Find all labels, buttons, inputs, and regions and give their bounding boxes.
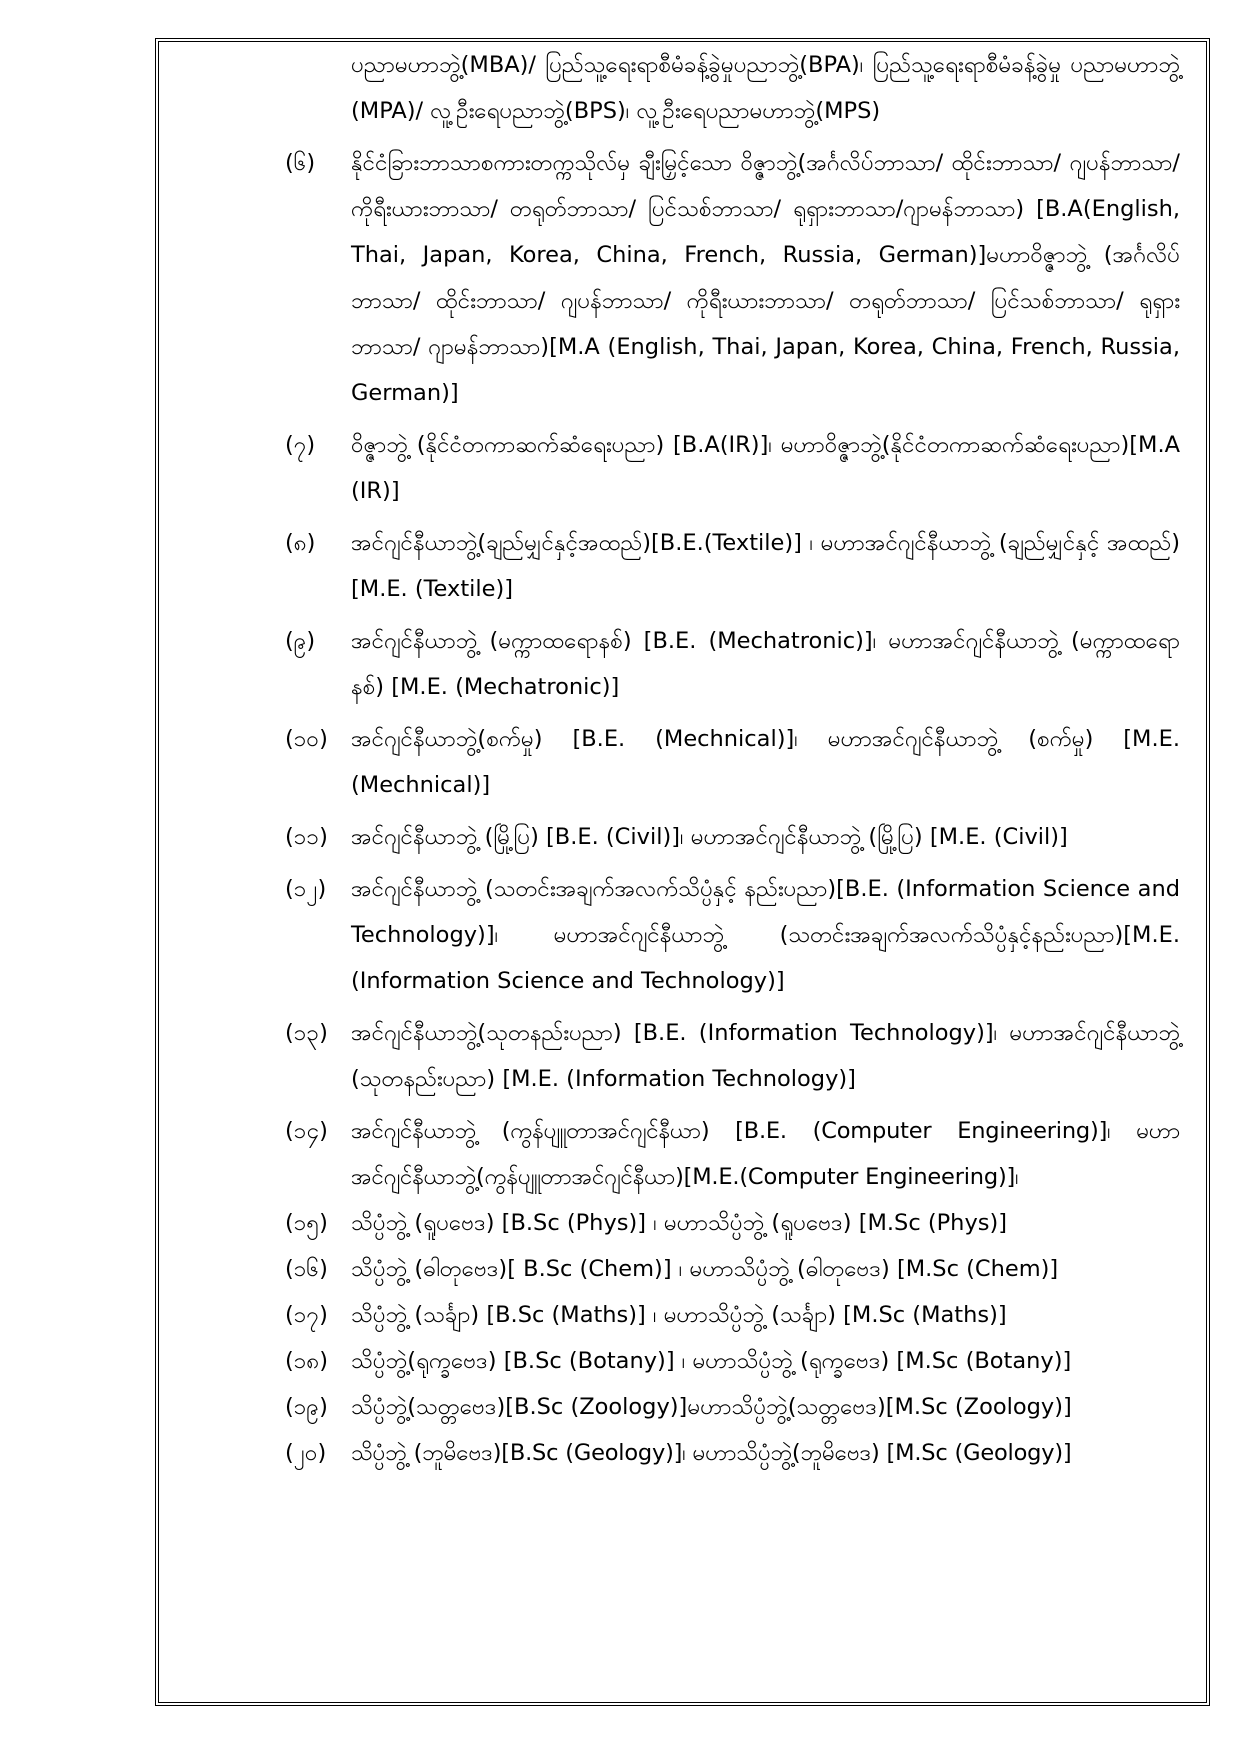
item-text: သိပ္ပံဘွဲ့(သတ္တဗေဒ)[B.Sc (Zoology)]မဟာသိပ္ပံဘွဲ့(သတ္တဗေဒ)[M.Sc (Zoology)]: [351, 1394, 1072, 1420]
item-number: (၁၅): [285, 1210, 328, 1236]
item-text: အင်ဂျင်နီယာဘွဲ့ (မြို့ပြ) [B.E. (Civil)]၊ မဟာအင်ဂျင်နီယာဘွဲ့ (မြို့ပြ) [M.E. (Civil)]: [351, 824, 1068, 850]
item-text: အင်ဂျင်နီယာဘွဲ့ (ကွန်ပျူတာအင်ဂျင်နီယာ) [B.E. (Computer Engineering)]၊ မဟာအင်ဂျင်နီယာဘွဲ့(ကွန်ပျူတာအင်ဂျင်နီယာ)[M.E.(Computer Engineering)]၊: [351, 1118, 1180, 1190]
item-number: (၈): [285, 530, 316, 556]
item-text: သိပ္ပံဘွဲ့ (ဓါတုဗေဒ)[ B.Sc (Chem)] ၊ မဟာသိပ္ပံဘွဲ့ (ဓါတုဗေဒ) [M.Sc (Chem)]: [351, 1256, 1059, 1282]
item-number: (၉): [285, 628, 316, 654]
list-item: [285, 1010, 1180, 1102]
item-number: (၂၀): [285, 1440, 327, 1466]
list-item: [285, 1338, 1180, 1384]
item-number: (၁၉): [285, 1394, 328, 1420]
item-text: သိပ္ပံဘွဲ့(ရုက္ခဗေဒ) [B.Sc (Botany)] ၊ မဟာသိပ္ပံဘွဲ့ (ရုက္ခဗေဒ) [M.Sc (Botany)]: [351, 1348, 1072, 1374]
item-text: အင်ဂျင်နီယာဘွဲ့(စက်မှု) [B.E. (Mechnical)]၊ မဟာအင်ဂျင်နီယာဘွဲ့ (စက်မှု) [M.E.(Mechnical)]: [351, 726, 1180, 798]
list-item: [285, 618, 1180, 710]
list-item: [285, 140, 1180, 416]
item-text: အင်ဂျင်နီယာဘွဲ့ (မက္ကာထရောနစ်) [B.E. (Mechatronic)]၊ မဟာအင်ဂျင်နီယာဘွဲ့ (မက္ကာထရောနစ်) [M.E. (Mechatronic)]: [351, 628, 1180, 700]
list-item: [285, 422, 1180, 514]
list-item: [285, 1246, 1180, 1292]
item-text: ဝိဇ္ဇာဘွဲ့ (နိုင်ငံတကာဆက်ဆံရေးပညာ) [B.A(IR)]၊ မဟာဝိဇ္ဇာဘွဲ့(နိုင်ငံတကာဆက်ဆံရေးပညာ)[M.A (IR)]: [351, 432, 1180, 504]
item-number: (၁၆): [285, 1256, 328, 1282]
item-number: (၁၂): [285, 876, 327, 902]
item-number: (၁၀): [285, 726, 328, 752]
list-item: [285, 1430, 1180, 1476]
list-item: [285, 520, 1180, 612]
list-item: [285, 814, 1180, 860]
item-number: (၁၈): [285, 1348, 329, 1374]
list-item: [285, 1108, 1180, 1200]
item-number: (၁၃): [285, 1020, 328, 1046]
intro-paragraph: ပညာမဟာဘွဲ့(MBA)/ ပြည်သူ့ရေးရာစီမံခန့်ခွဲမှုပညာဘွဲ့(BPA)၊ ပြည်သူ့ရေးရာစီမံခန့်ခွဲမှု ပညာမဟာဘွဲ့ (MPA)/ လူ့ဦးရေပညာဘွဲ့(BPS)၊ လူ့ဦးရေပညာမဟာဘွဲ့(MPS): [351, 52, 1180, 124]
item-text: သိပ္ပံဘွဲ့ (ရူပဗေဒ) [B.Sc (Phys)] ၊ မဟာသိပ္ပံဘွဲ့ (ရူပဗေဒ) [M.Sc (Phys)]: [351, 1210, 1008, 1236]
item-number: (၁၄): [285, 1118, 328, 1144]
list-item: [285, 866, 1180, 1004]
item-text: အင်ဂျင်နီယာဘွဲ့ (သတင်းအချက်အလက်သိပ္ပံနှင့် နည်းပညာ)[B.E. (Information Science and Technology)]၊ မဟာအင်ဂျင်နီယာဘွဲ့ (သတင်းအချက်အလက်သိပ္ပံနှင့်နည်းပညာ)[M.E. (Information Science and Technology)]: [351, 876, 1180, 994]
item-text: အင်ဂျင်နီယာဘွဲ့(သုတနည်းပညာ) [B.E. (Information Technology)]၊ မဟာအင်ဂျင်နီယာဘွဲ့ (သုတနည်းပညာ) [M.E. (Information Technology)]: [351, 1020, 1180, 1092]
list-item: [285, 1384, 1180, 1430]
list-item: [285, 1292, 1180, 1338]
item-text: သိပ္ပံဘွဲ့ (သင်္ချာ) [B.Sc (Maths)] ၊ မဟာသိပ္ပံဘွဲ့ (သင်္ချာ) [M.Sc (Maths)]: [351, 1302, 1007, 1328]
item-text: နိုင်ငံခြားဘာသာစကားတက္ကသိုလ်မှ ချီးမြှင့်သော ဝိဇ္ဇာဘွဲ့(အင်္ဂလိပ်ဘာသာ/ ထိုင်းဘာသာ/ ဂျပန်ဘာသာ/ ကိုရီးယားဘာသာ/ တရုတ်ဘာသာ/ ပြင်သစ်ဘာသာ/ ရုရှားဘာသာ/ဂျာမန်ဘာသာ) [B.A(English, Thai, Japan, Korea, China, French, Russia, German)]မဟာဝိဇ္ဇာဘွဲ့ (အင်္ဂလိပ်ဘာသာ/ ထိုင်းဘာသာ/ ဂျပန်ဘာသာ/ ကိုရီးယားဘာသာ/ တရုတ်ဘာသာ/ ပြင်သစ်ဘာသာ/ ရုရှားဘာသာ/ ဂျာမန်ဘာသာ)[M.A (English, Thai, Japan, Korea, China, French, Russia, German)]: [351, 150, 1180, 406]
item-text: သိပ္ပံဘွဲ့ (ဘူမိဗေဒ)[B.Sc (Geology)]၊ မဟာသိပ္ပံဘွဲ့(ဘူမိဗေဒ) [M.Sc (Geology)]: [351, 1440, 1072, 1466]
item-number: (၁၁): [285, 824, 328, 850]
document-body: [285, 42, 1180, 1476]
item-number: (၁၇): [285, 1302, 328, 1328]
item-number: (၇): [285, 432, 316, 458]
item-number: (၆): [285, 150, 316, 176]
item-text: အင်ဂျင်နီယာဘွဲ့(ချည်မျှင်နှင့်အထည်)[B.E.(Textile)] ၊ မဟာအင်ဂျင်နီယာဘွဲ့ (ချည်မျှင်နှင့် အထည်) [M.E. (Textile)]: [351, 530, 1180, 602]
list-item: [285, 1200, 1180, 1246]
list-item: [285, 716, 1180, 808]
